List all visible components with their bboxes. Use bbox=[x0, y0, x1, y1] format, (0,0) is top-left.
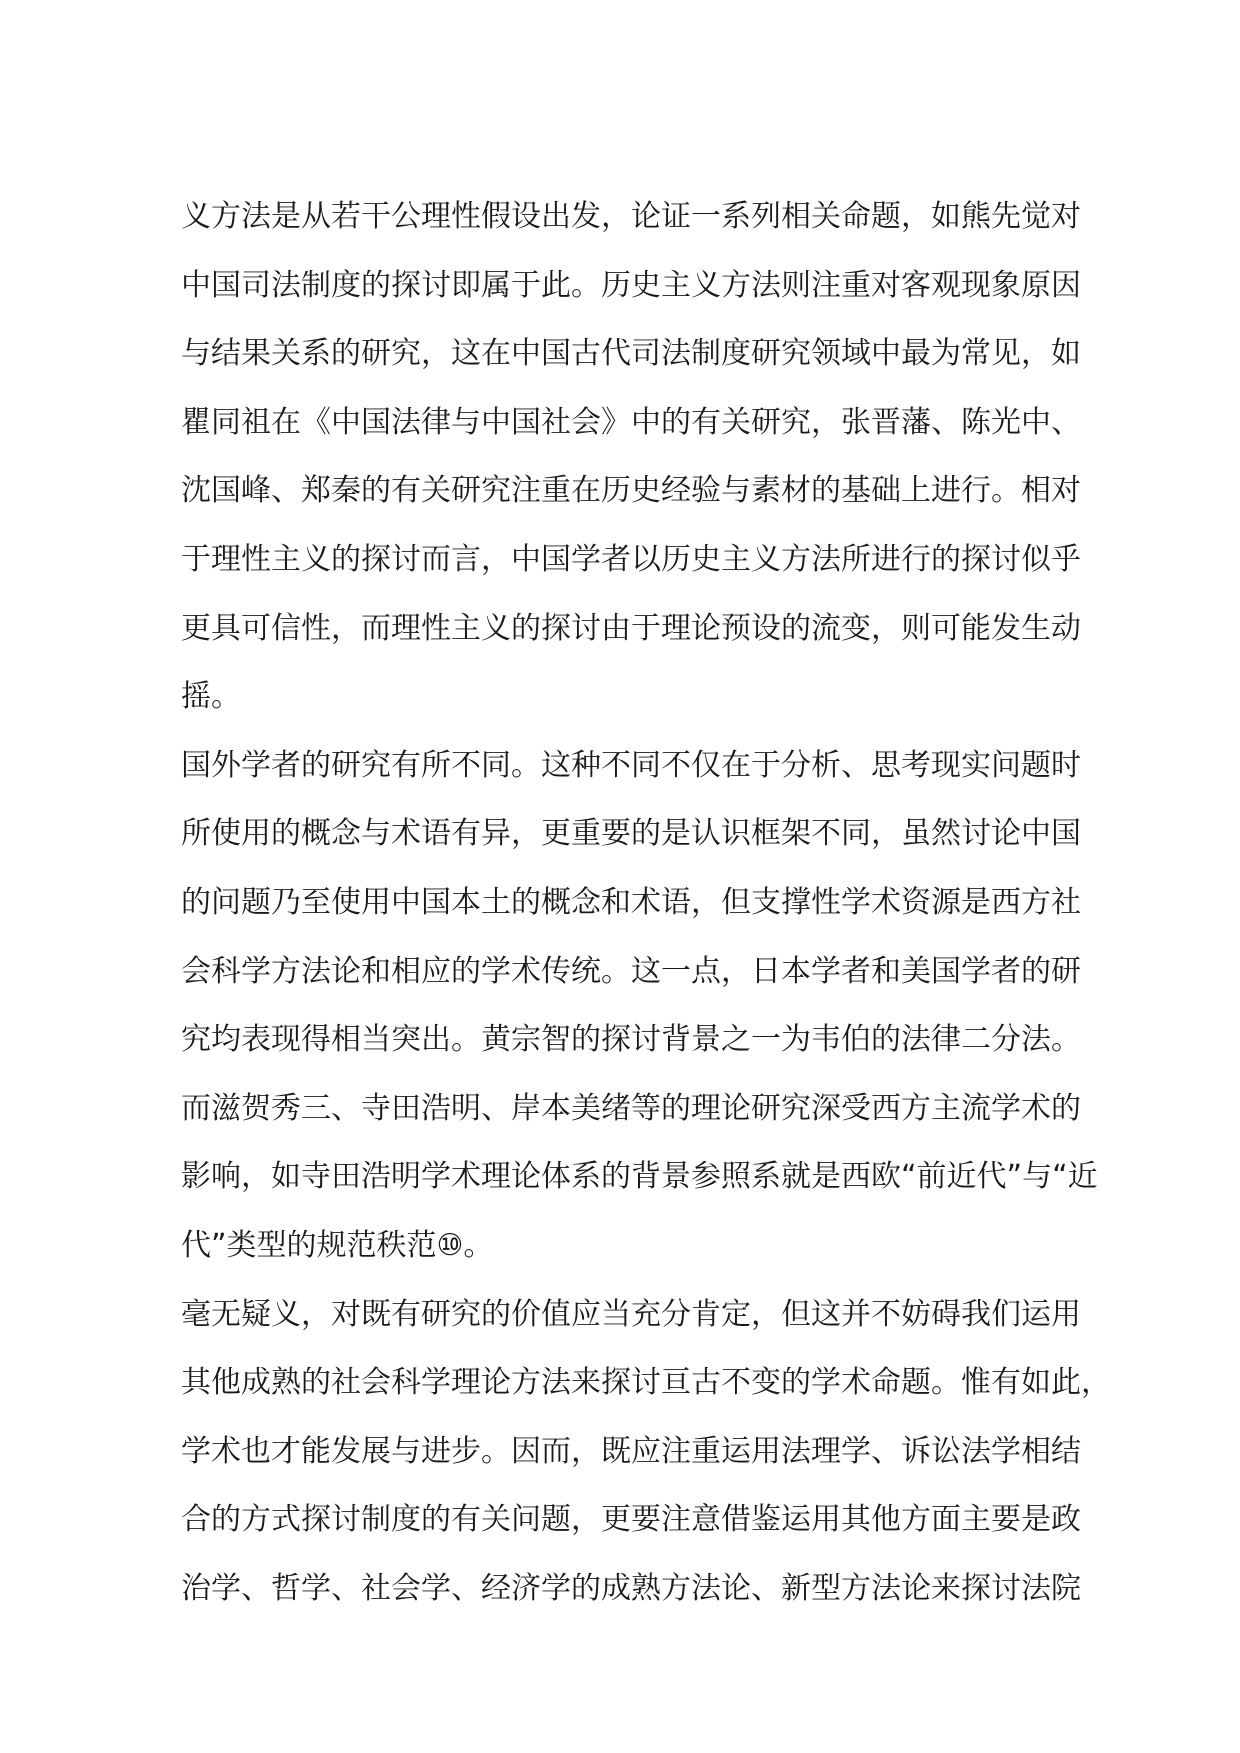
text-line: 义方法是从若干公理性假设出发，论证一系列相关命题，如熊先觉对 bbox=[181, 199, 1081, 234]
text-line: 中国司法制度的探讨即属于此。历史主义方法则注重对客观现象原因 bbox=[181, 267, 1081, 303]
text-line: 而滋贺秀三、寺田浩明、岸本美绪等的理论研究深受西方主流学术的 bbox=[181, 1090, 1081, 1126]
text-line: 究均表现得相当突出。黄宗智的探讨背景之一为韦伯的法律二分法。 bbox=[181, 1022, 1081, 1058]
paragraph-1 bbox=[181, 183, 1081, 732]
text-line: 影响，如寺田浩明学术理论体系的背景参照系就是西欧“前近代”与“近 bbox=[181, 1159, 1098, 1195]
text-line: 会科学方法论和相应的学术传统。这一点，日本学者和美国学者的研 bbox=[181, 953, 1081, 989]
text-line: 与结果关系的研究，这在中国古代司法制度研究领域中最为常见，如 bbox=[181, 336, 1081, 372]
text-line: 所使用的概念与术语有异，更重要的是认识框架不同，虽然讨论中国 bbox=[181, 816, 1081, 852]
text-line: 于理性主义的探讨而言，中国学者以历史主义方法所进行的探讨似乎 bbox=[181, 541, 1081, 577]
text-line: 治学、哲学、社会学、经济学的成熟方法论、新型方法论来探讨法院 bbox=[181, 1570, 1081, 1606]
text-line: 摇。 bbox=[181, 679, 241, 715]
text-line: 国外学者的研究有所不同。这种不同不仅在于分析、思考现实问题时 bbox=[181, 747, 1081, 783]
paragraph-3 bbox=[181, 1281, 1111, 1624]
text-line: 瞿同祖在《中国法律与中国社会》中的有关研究，张晋藩、陈光中、 bbox=[181, 404, 1081, 440]
text-line: 更具可信性，而理性主义的探讨由于理论预设的流变，则可能发生动 bbox=[181, 610, 1081, 646]
text-line: 的问题乃至使用中国本土的概念和术语，但支撑性学术资源是西方社 bbox=[181, 884, 1081, 920]
text-line: 毫无疑义，对既有研究的价值应当充分肯定，但这并不妨碍我们运用 bbox=[181, 1296, 1081, 1332]
paragraph-2 bbox=[181, 732, 1098, 1281]
text-line: 学术也才能发展与进步。因而，既应注重运用法理学、诉讼法学相结 bbox=[181, 1433, 1081, 1469]
text-line: 代”类型的规范秩范⑩。 bbox=[181, 1227, 494, 1263]
text-line: 其他成熟的社会科学理论方法来探讨亘古不变的学术命题。惟有如此， bbox=[181, 1365, 1111, 1401]
text-line: 合的方式探讨制度的有关问题，更要注意借鉴运用其他方面主要是政 bbox=[181, 1502, 1081, 1538]
text-line: 沈国峰、郑秦的有关研究注重在历史经验与素材的基础上进行。相对 bbox=[181, 473, 1081, 509]
body-text bbox=[181, 183, 1111, 1623]
